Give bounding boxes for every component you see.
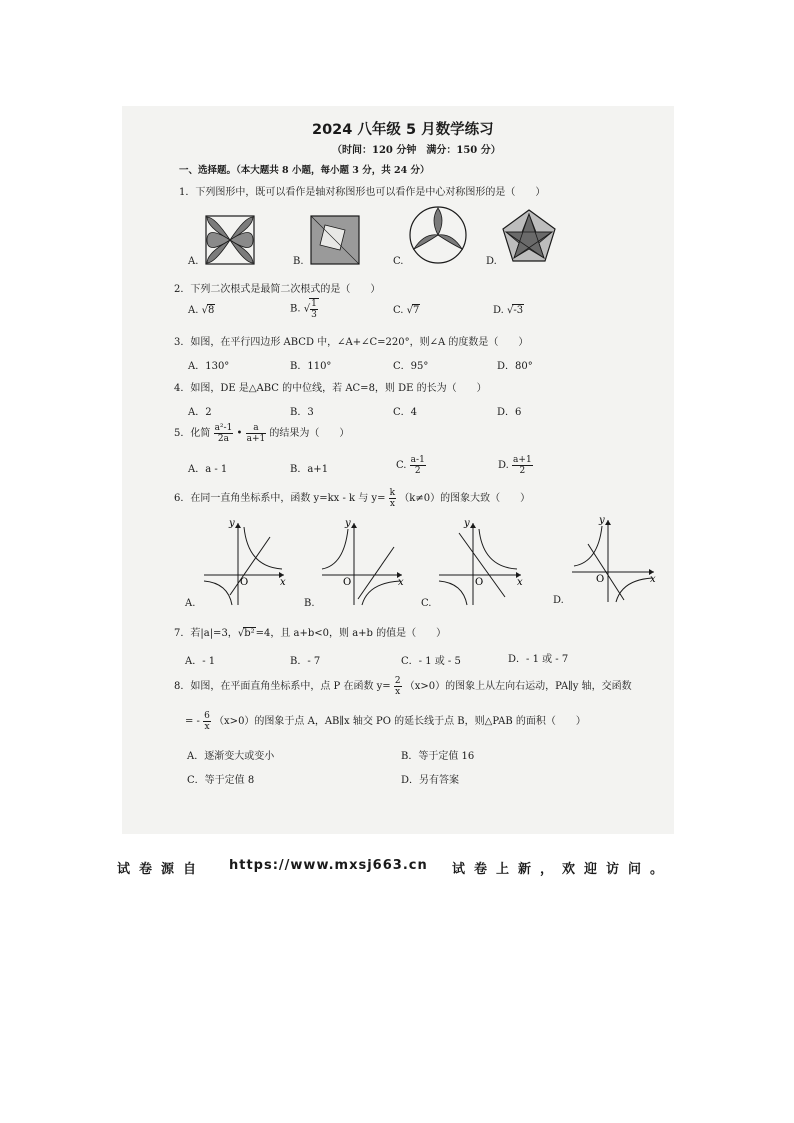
q8-option-a: A．逐渐变大或变小 bbox=[187, 751, 275, 762]
q1-option-a: A. bbox=[188, 256, 199, 267]
q5-option-d bbox=[498, 455, 533, 476]
q8-line2-suffix: （x>0）的图象于点 A，AB∥x 轴交 PO 的延长线于点 B，则△PAB 的面积（ ） bbox=[214, 716, 586, 727]
q6b-origin-label: O bbox=[343, 577, 352, 588]
q2-option-b-label: B. bbox=[290, 303, 301, 315]
q1-figure-a bbox=[205, 215, 255, 265]
q6-graph-a bbox=[200, 517, 290, 609]
question-2-stem: 2．下列二次根式是最简二次根式的是（ ） bbox=[174, 284, 381, 295]
q6-frac-den: x bbox=[389, 499, 395, 509]
q7-option-a: A．- 1 bbox=[185, 656, 216, 667]
q3-option-d: D．80° bbox=[497, 361, 533, 372]
q7-option-b: B．- 7 bbox=[290, 656, 321, 667]
footer-welcome-text: 试卷上新，欢迎访问。 bbox=[452, 862, 673, 877]
q2-option-b-den: 3 bbox=[311, 310, 317, 320]
q3-option-a: A．130° bbox=[188, 361, 230, 372]
q2-option-c-radicand: 7 bbox=[413, 305, 420, 316]
q6-graph-d bbox=[568, 514, 660, 606]
q2-option-b: B. √ $\frac{1}{3}$ bbox=[290, 299, 317, 320]
q4-option-c: C．4 bbox=[393, 407, 418, 418]
question-4-stem: 4．如图，DE 是△ABC 的中位线，若 AC=8，则 DE 的长为（ ） bbox=[174, 383, 487, 394]
q5-optc-den: 2 bbox=[414, 466, 421, 476]
q5-frac1-den: 2a bbox=[217, 434, 229, 444]
q3-option-b: B．110° bbox=[290, 361, 332, 372]
q1-figure-d bbox=[500, 208, 558, 266]
q5-stem-prefix: 5．化简 bbox=[174, 428, 211, 439]
footer-url-link[interactable]: https://www.mxsj663.cn bbox=[229, 858, 428, 873]
question-8-line-1 bbox=[174, 676, 632, 697]
q5-stem-suffix: 的结果为（ ） bbox=[269, 428, 350, 439]
q8-option-d: D．另有答案 bbox=[401, 775, 460, 786]
q5-dot: • bbox=[236, 428, 243, 439]
footer-source-label: 试卷源自 bbox=[117, 862, 206, 877]
q2-option-d-radicand: -3 bbox=[513, 305, 524, 316]
q4-option-b: B．3 bbox=[290, 407, 314, 418]
q8-fraca-den: x bbox=[395, 687, 401, 697]
q5-option-c-label: C. bbox=[396, 460, 407, 471]
q1-option-d: D. bbox=[486, 256, 497, 267]
q8-fraction-b bbox=[203, 711, 211, 732]
q5-optd-num: a+1 bbox=[513, 455, 532, 465]
q2-option-c-label: C. bbox=[393, 305, 404, 316]
q6d-y-label: y bbox=[599, 515, 605, 526]
q5-option-b: B．a+1 bbox=[290, 464, 329, 475]
q2-option-d: D. √-3 bbox=[493, 305, 524, 316]
q5-frac2-num: a bbox=[246, 423, 267, 434]
q8-line1-suffix: （x>0）的图象上从左向右运动，PA∥y 轴，交函数 bbox=[404, 681, 632, 692]
q8-fraction-a bbox=[394, 676, 402, 697]
q6b-y-label: y bbox=[345, 518, 351, 529]
q8-line1-prefix: 8．如图，在平面直角坐标系中，点 P 在函数 y= bbox=[174, 681, 391, 692]
q6a-origin-label: O bbox=[240, 577, 249, 588]
question-3-stem: 3．如图，在平行四边形 ABCD 中，∠A+∠C=220°，则∠A 的度数是（ ） bbox=[174, 337, 529, 348]
q5-option-c bbox=[396, 455, 426, 476]
page-subtitle: （时间：120 分钟 满分：150 分） bbox=[332, 145, 501, 156]
q6-option-c: C. bbox=[421, 598, 432, 609]
q5-frac2-den: a+1 bbox=[246, 434, 266, 444]
q2-option-a-radicand: 8 bbox=[207, 305, 215, 316]
page-title: 2024 八年级 5 月数学练习 bbox=[312, 122, 494, 138]
q7-stem-suffix: =4，且 a+b<0，则 a+b 的值是（ ） bbox=[255, 628, 447, 639]
q6c-y-label: y bbox=[464, 518, 470, 529]
q5-option-c-fraction bbox=[410, 455, 426, 476]
q7-option-c: C．- 1 或 - 5 bbox=[401, 656, 461, 667]
q8-option-c: C．等于定值 8 bbox=[187, 775, 255, 786]
q2-option-a: A. √8 bbox=[188, 305, 215, 316]
q5-option-a: A．a - 1 bbox=[188, 464, 228, 475]
q6a-y-label: y bbox=[229, 518, 235, 529]
q6-graph-b bbox=[318, 517, 408, 609]
q5-optc-num: a-1 bbox=[410, 455, 425, 465]
question-1-stem: 1．下列图形中，既可以看作是轴对称图形也可以看作是中心对称图形的是（ ） bbox=[179, 187, 546, 198]
q5-optd-den: 2 bbox=[519, 466, 526, 476]
q6d-origin-label: O bbox=[596, 574, 605, 585]
q8-line2-prefix: = - bbox=[185, 716, 200, 727]
q4-option-a: A．2 bbox=[188, 407, 212, 418]
q6b-x-label: x bbox=[398, 577, 404, 588]
q1-option-c: C. bbox=[393, 256, 404, 267]
q1-figure-b bbox=[310, 215, 360, 265]
q5-option-d-fraction bbox=[512, 455, 533, 476]
q8-fracb-den: x bbox=[204, 722, 210, 732]
q8-fraca-num: 2 bbox=[394, 676, 401, 686]
q1-option-b: B. bbox=[293, 256, 304, 267]
section-heading: 一、选择题。（本大题共 8 小题，每小题 3 分，共 24 分） bbox=[179, 165, 430, 176]
question-8-line-2 bbox=[185, 711, 586, 732]
q6-option-a: A. bbox=[185, 598, 196, 609]
q2-option-c: C. √7 bbox=[393, 305, 420, 316]
q7-option-d: D．- 1 或 - 7 bbox=[508, 654, 569, 665]
q3-option-c: C．95° bbox=[393, 361, 429, 372]
q6-option-d: D. bbox=[553, 595, 564, 606]
q6-stem-suffix: （k≠0）的图象大致（ ） bbox=[399, 493, 531, 504]
q5-fraction-1 bbox=[214, 423, 234, 444]
question-7-stem: 7．若|a|=3，√b²=4，且 a+b<0，则 a+b 的值是（ ） bbox=[174, 628, 447, 639]
q5-fraction-2 bbox=[246, 423, 267, 444]
q5-option-d-label: D. bbox=[498, 460, 509, 471]
q7-radicand: b² bbox=[244, 628, 255, 639]
q2-option-a-label: A. bbox=[188, 305, 199, 316]
q8-fracb-num: 6 bbox=[204, 711, 210, 721]
q6-frac-num: k bbox=[389, 488, 396, 498]
q6d-x-label: x bbox=[650, 574, 656, 585]
q6a-x-label: x bbox=[280, 577, 286, 588]
q8-option-b: B．等于定值 16 bbox=[401, 751, 475, 762]
q6-stem-prefix: 6．在同一直角坐标系中，函数 y=kx - k 与 y= bbox=[174, 493, 386, 504]
q6-option-b: B. bbox=[304, 598, 315, 609]
q6c-x-label: x bbox=[517, 577, 523, 588]
question-5-stem bbox=[174, 423, 349, 444]
q2-option-b-fraction bbox=[309, 298, 319, 320]
q1-figure-c bbox=[408, 205, 468, 265]
q2-option-b-num: 1 bbox=[311, 299, 317, 309]
q7-stem-prefix: 7．若|a|=3， bbox=[174, 628, 238, 639]
q6c-origin-label: O bbox=[475, 577, 484, 588]
q5-frac1-num: a²-1 bbox=[214, 423, 233, 433]
question-6-stem bbox=[174, 488, 530, 509]
q2-option-d-label: D. bbox=[493, 305, 504, 316]
q4-option-d: D．6 bbox=[497, 407, 522, 418]
q6-fraction bbox=[389, 488, 396, 509]
q6-graph-c bbox=[435, 517, 527, 609]
